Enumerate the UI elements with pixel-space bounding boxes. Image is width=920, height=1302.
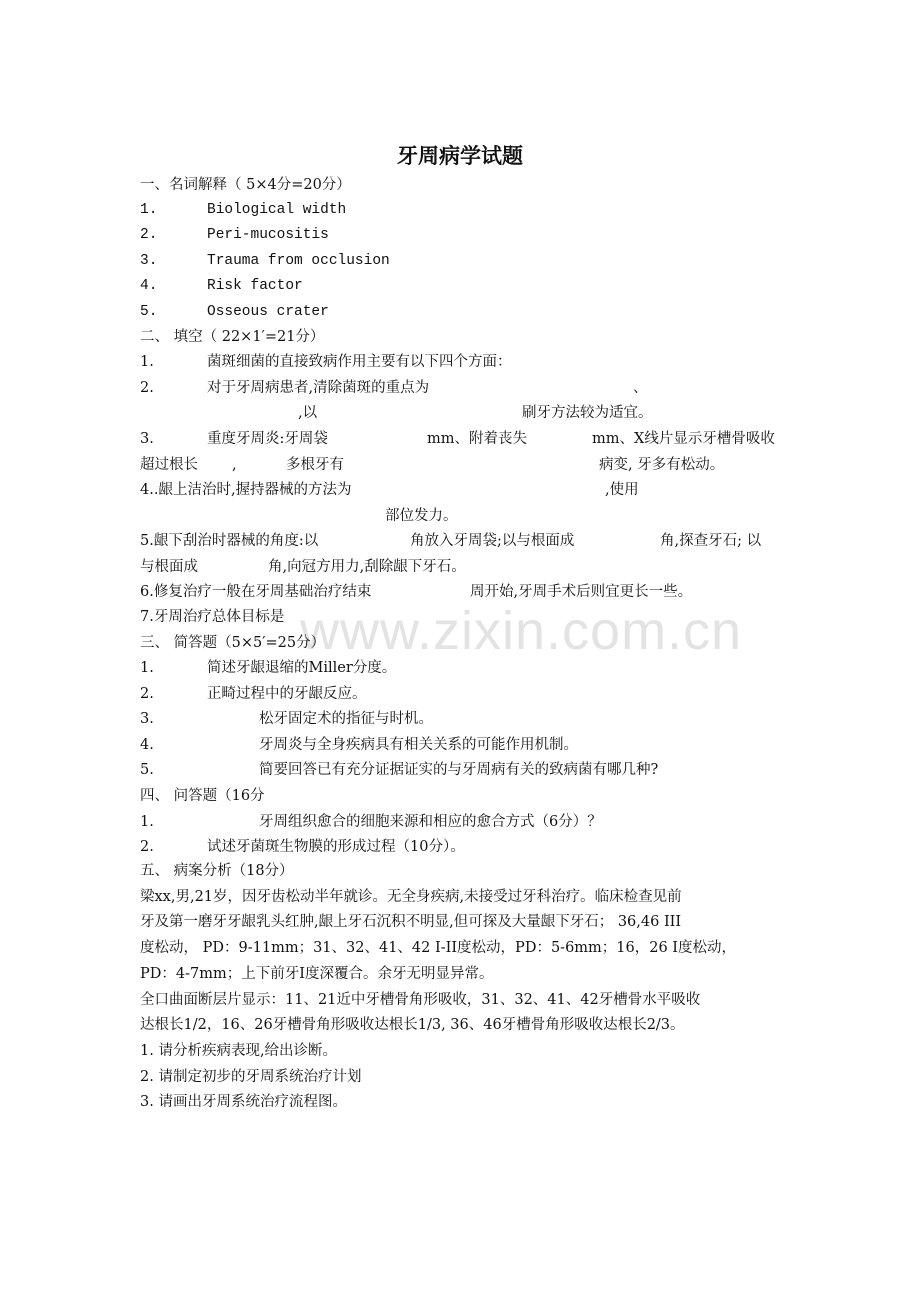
- case-text: 达根长1/2，16、26牙槽骨角形吸收达根长1/3, 36、46牙槽骨角形吸收达根长2/3。: [140, 1017, 685, 1033]
- item-text: 7.牙周治疗总体目标是: [140, 609, 285, 625]
- heading-text: 三、 简答题（5×5′=25分）: [140, 635, 326, 651]
- item-text: 简要回答已有充分证据证实的与牙周病有关的致病菌有哪几种?: [259, 762, 659, 778]
- item-text: 多根牙有: [286, 457, 344, 473]
- heading-text: 一、名词解释（ 5×4分=20分）: [140, 177, 351, 193]
- item-text: mm、X线片显示牙槽骨吸收: [592, 431, 775, 447]
- question-text: 2. 请制定初步的牙周系统治疗计划: [140, 1069, 362, 1085]
- watermark: www.zixin.com.cn: [300, 601, 743, 661]
- item-text: 牙周组织愈合的细胞来源和相应的愈合方式（6分）？: [259, 814, 602, 830]
- item-number: 2.: [140, 686, 154, 702]
- item-text: 牙周炎与全身疾病具有相关关系的可能作用机制。: [259, 737, 578, 753]
- item-text: 4..龈上洁治时,握持器械的方法为: [140, 482, 352, 498]
- item-text: 超过根长: [140, 457, 198, 473]
- item-number: 3.: [140, 711, 154, 727]
- page-title: 牙周病学试题: [397, 144, 523, 168]
- item-text: Biological width: [207, 202, 347, 218]
- item-number: 2.: [140, 380, 154, 396]
- question-text: 3. 请画出牙周系统治疗流程图。: [140, 1094, 347, 1110]
- heading-text: 四、 问答题（16分: [140, 788, 265, 804]
- item-text: 、: [633, 380, 648, 396]
- item-text: 病变, 牙多有松动。: [599, 457, 725, 473]
- item-number: 3.: [140, 253, 158, 269]
- item-text: 刷牙方法较为适宜。: [522, 405, 653, 421]
- item-number: 5.: [140, 762, 154, 778]
- case-text: PD：4-7mm；上下前牙I度深覆合。余牙无明显异常。: [140, 966, 494, 982]
- item-text: mm、附着丧失: [427, 431, 527, 447]
- item-text: 试述牙菌斑生物膜的形成过程（10分）。: [207, 839, 465, 855]
- question-text: 1. 请分析疾病表现,给出诊断。: [140, 1043, 338, 1059]
- item-number: 1.: [140, 354, 154, 370]
- case-text: 度松动， PD：9-11mm；31、32、41、42 I-II度松动，PD：5-6mm；16，26 I度松动，: [140, 940, 737, 956]
- item-text: Risk factor: [207, 278, 303, 294]
- item-text: ,: [232, 457, 237, 473]
- item-text: Trauma from occlusion: [207, 253, 390, 269]
- item-text: 简述牙龈退缩的Miller分度。: [207, 660, 397, 676]
- item-text: Peri-mucositis: [207, 227, 329, 243]
- item-text: ,以: [298, 405, 318, 421]
- case-text: 全口曲面断层片显示：11、21近中牙槽骨角形吸收，31、32、41、42牙槽骨水平吸收: [140, 992, 701, 1008]
- heading-text: 五、 病案分析（18分）: [140, 863, 294, 879]
- item-text: 周开始,牙周手术后则宜更长一些。: [470, 584, 693, 600]
- item-number: 1.: [140, 202, 158, 218]
- item-text: 6.修复治疗一般在牙周基础治疗结束: [140, 584, 372, 600]
- item-text: 菌斑细菌的直接致病作用主要有以下四个方面：: [207, 354, 512, 370]
- item-number: 1.: [140, 814, 154, 830]
- item-text: 松牙固定术的指征与时机。: [259, 711, 433, 727]
- item-text: 角放入牙周袋;以与根面成: [410, 533, 575, 549]
- item-text: 5.龈下刮治时器械的角度:以: [140, 533, 319, 549]
- case-text: 牙及第一磨牙牙龈乳头红肿,龈上牙石沉积不明显,但可探及大量龈下牙石； 36,46 III: [140, 914, 682, 930]
- item-number: 4.: [140, 737, 154, 753]
- item-text: ,使用: [605, 482, 639, 498]
- item-number: 2.: [140, 839, 154, 855]
- item-text: 对于牙周病患者,清除菌斑的重点为: [207, 380, 430, 396]
- item-text: 与根面成: [140, 559, 198, 575]
- case-text: 梁xx,男,21岁，因牙齿松动半年就诊。无全身疾病,未接受过牙科治疗。临床检查见前: [140, 889, 682, 905]
- heading-text: 二、 填空（ 22×1′=21分）: [140, 329, 325, 345]
- item-text: 部位发力。: [385, 508, 458, 524]
- item-text: 角,向冠方用力,刮除龈下牙石。: [268, 559, 466, 575]
- item-text: 重度牙周炎:牙周袋: [207, 431, 328, 447]
- item-number: 3.: [140, 431, 154, 447]
- item-number: 4.: [140, 278, 158, 294]
- item-text: 正畸过程中的牙龈反应。: [207, 686, 367, 702]
- item-number: 1.: [140, 660, 154, 676]
- item-text: Osseous crater: [207, 304, 329, 320]
- item-number: 2.: [140, 227, 158, 243]
- item-number: 5.: [140, 304, 158, 320]
- item-text: 角,探查牙石; 以: [660, 533, 762, 549]
